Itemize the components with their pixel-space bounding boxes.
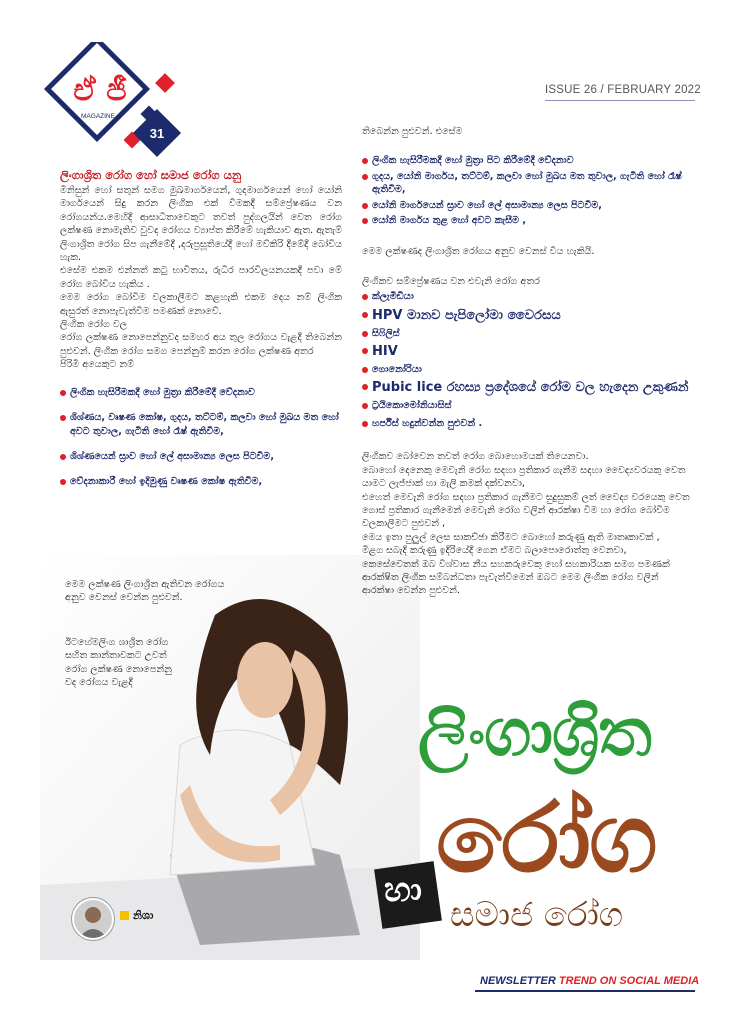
symptom-item: ශිශ්ණයෙන් ස්‍රාව හෝ ලේ අසාමාන්‍ය ලෙස පිටවීම,: [60, 450, 342, 463]
left-column: [60, 168, 342, 501]
left-heading: ලිංගාශ්‍රිත රෝග හෝ සමාජ රෝග යනු: [60, 168, 242, 182]
intro-paragraph: ලිංගික රෝග වල: [60, 319, 128, 331]
left-note-2: ඊටහේමලිංග ශාශ්‍රිත රෝග සහිත කාන්තාවකට උවත් රෝග ලක්ෂණ නොපෙන්නු වද රෝගය වැළදී: [65, 637, 172, 689]
left-intro: [60, 184, 342, 372]
body-paragraph: කෙසේවෙතත් ඔබ විශ්වාස නීය සහකරුවෙකු හෝ සහකාරියක සමග පමණක්: [362, 558, 670, 570]
body-paragraph: එහෙත් මෙවැනි රෝග සදහා ප්‍රතිකාර ගැනීමට සුදුසුකම් ලත් වෛද්‍ය වරයෙකු වෙත ගොස් ප්‍රතිකාර ගැනීමෙන් මෙවැනි රෝග වලින් ආරක්ෂා වීම හා රෝග බෝවීම වලකාලීමට පුළුවන් ,: [362, 491, 690, 530]
author-name: නිශා: [133, 909, 154, 922]
disease-item: ගොනෝරියා: [362, 363, 692, 376]
body-paragraph: ආරක්ෂිත ලිංගික සම්බන්ධතා පැවැත්වීමෙන් ඔබට මෙම ලිංගික රෝග වලින් ආරක්ෂා වෙන්න පුළුවන්.: [362, 571, 659, 597]
right-note: මෙම ලක්ෂණද ලිංගාශ්‍රිත රෝගය අනුව වෙනස් විය හැකියි.: [362, 246, 595, 258]
author-avatar: [72, 898, 114, 940]
author-credit: [120, 909, 153, 923]
disease-item: HPV මානව පැපිලෝමා වෛරසය: [362, 308, 692, 323]
footer-banner: [480, 975, 699, 987]
body-paragraph: මීළග සබැදි කරුණු ඉදිරියේදී ගෙන ඒමට බලාපොරොත්තු වෙනවා,: [362, 545, 627, 557]
magazine-logo: [40, 42, 190, 162]
right-intro: තිබෙන්න පුළුවන්. එසේම: [362, 126, 463, 137]
disease-item: හර්පීස් හදුන්වන්න පුළුවන් .: [362, 417, 692, 430]
symptom-item: ශිශ්ණය, වෘෂණ කෝෂ, ගුදය, තට්ටම්, කලවා හෝ මුඛය මත හෝ අවට තුවාල, ගැටිති හෝ රෑෂ් ඇතිවීම,: [60, 411, 342, 438]
symptom-item: ගුදය, යෝනි මාර්ගය, තට්ටම්, කලවා හෝ මුඛය මත තුවාල, ගැටිති හෝ රෑෂ් ඇතිවීම,: [362, 170, 692, 197]
title-line-3: සමාජ රෝග: [450, 895, 624, 935]
author-marker-icon: [120, 911, 129, 920]
issue-rule: [545, 100, 695, 101]
intro-paragraph: මෙම රෝග බෝවීම වලකාලීමට කළහැකි එකම දෙය නම් ලිංගික ඇසුරත් නොපැවැත්වීම පමණක් නොවේ.: [60, 292, 342, 317]
right-column: [362, 125, 692, 598]
left-note: මෙම ලක්ෂණ ලිංගාශ්‍රිත ඇතිවන රෝගය අනුව වෙනස් වෙන්න පුළුවන්.: [65, 579, 225, 604]
symptom-item: ලිංගික හැසිරීමකදී හෝ මුත්‍රා කිරීමේදී වේදනාව: [60, 386, 342, 399]
footer-rule: [475, 990, 695, 992]
disease-list: [362, 290, 692, 430]
logo-magazine-label: MAGAZINE: [81, 113, 115, 120]
disease-item: HIV: [362, 344, 692, 359]
diseases-intro: ලිංගිකව සම්ප්‍රේෂණය වන එවැනි රෝග අතර: [362, 275, 540, 287]
male-symptom-list: [60, 386, 342, 489]
body-paragraph: ලිංගිකව බෝවෙන තවත් රෝග බොහොමයක් තියෙනවා.: [362, 451, 589, 463]
disease-item: Pubic lice රහස්‍ය ප්‍රදේශයේ රෝම වල හැදෙන උකුණන්: [362, 380, 692, 395]
intro-paragraph: රෝග ලක්ෂණ නොපෙන්නුවද සමහර අය තුල රෝගය වැළදී තිබෙන්න පුළුවන්. ලිංගික රෝග සමග පෙන්නුම් කරන රෝග ලක්ෂණ අතර: [60, 332, 342, 357]
intro-paragraph: එසේම එකම එන්නත් කටු භාවිතය, රුධිර පාරවිලයනයකදී පවා මේ රෝග බෝවිය හැකිය .: [60, 265, 342, 290]
disease-item: ට්‍රයිකොමෝනියාසිස්: [362, 399, 692, 412]
footer-newsletter: NEWSLETTER: [480, 975, 556, 987]
intro-paragraph: පිරිමි අයෙකුට නම්: [60, 359, 135, 371]
page-number: 31: [149, 126, 165, 141]
disease-item: සිෆිලිස්: [362, 327, 692, 340]
body-paragraph: බොහෝ දෙනෙකු මෙවැනි රෝග සදහා ප්‍රතිකාර ගැනීම සදහා වෛද්‍යවරයකු වෙත යාමට ලැජ්ජාක් හා මැලි කමක් දක්වනවා,: [362, 464, 686, 490]
footer-tagline: TREND ON SOCIAL MEDIA: [558, 975, 700, 987]
intro-paragraph: මිනිසුන් හෝ සතුන් සමග මුඛමාර්ගයෙන්, ගුදමාර්ගයෙන් හෝ යෝනි මාර්ගයෙන් සිදු කරන ලිංගික එක් වීමකදී සම්ප්‍රේෂණය වන රෝගයන්ය.මෙහිදී ආසාධිතාවෙකුට තවත් පුද්ගලයින් වෙත රෝග ලක්ෂණ නොමැතිව වුවද රෝගය ව්‍යාප්ත කිරීමේ හැකියාව ඇත. ඇතැම් ලිංගාශ්‍රිත රෝග සිප ගැනීමේදී ,දරුප්‍රසූතියේදී හෝ මව්කිරි දීමේදී බෝවිය හැක.: [60, 185, 342, 264]
symptom-item: යෝනි මාර්ගයෙන් ස්‍රාව හෝ ලේ අසාමාන්‍ය ලෙස පිටවීම,: [362, 199, 692, 212]
symptom-item: ලිංගික හැසිරීමකදී හෝ මුත්‍රා පිට කිරීමේදී වේදනාව: [362, 154, 692, 167]
issue-line: ISSUE 26 / FEBRUARY 2022: [545, 84, 701, 96]
title-ha: හා: [384, 870, 422, 910]
logo-glyph: ඒ ජී: [73, 73, 127, 108]
disease-item: ක්ලැමීඩියා: [362, 290, 692, 303]
symptom-item: යෝනි මාර්ගය තුළ හෝ අවට කැසීම ,: [362, 214, 692, 227]
title-line-2: රෝග: [436, 782, 656, 894]
title-line-1: ලිංගාශ්‍රිත: [418, 694, 651, 771]
female-symptom-list: [362, 154, 692, 227]
symptom-item: වේදනාකාරී හෝ ඉදිමුණු වෘෂණ කෝෂ ඇතිවීම,: [60, 475, 342, 488]
body-paragraph: මෙය ඉතා පුලුල් ලෙස සාකච්ඡා කිරීමට බොහෝ කරුණු ඇති මාතෘකාවක් ,: [362, 531, 660, 543]
